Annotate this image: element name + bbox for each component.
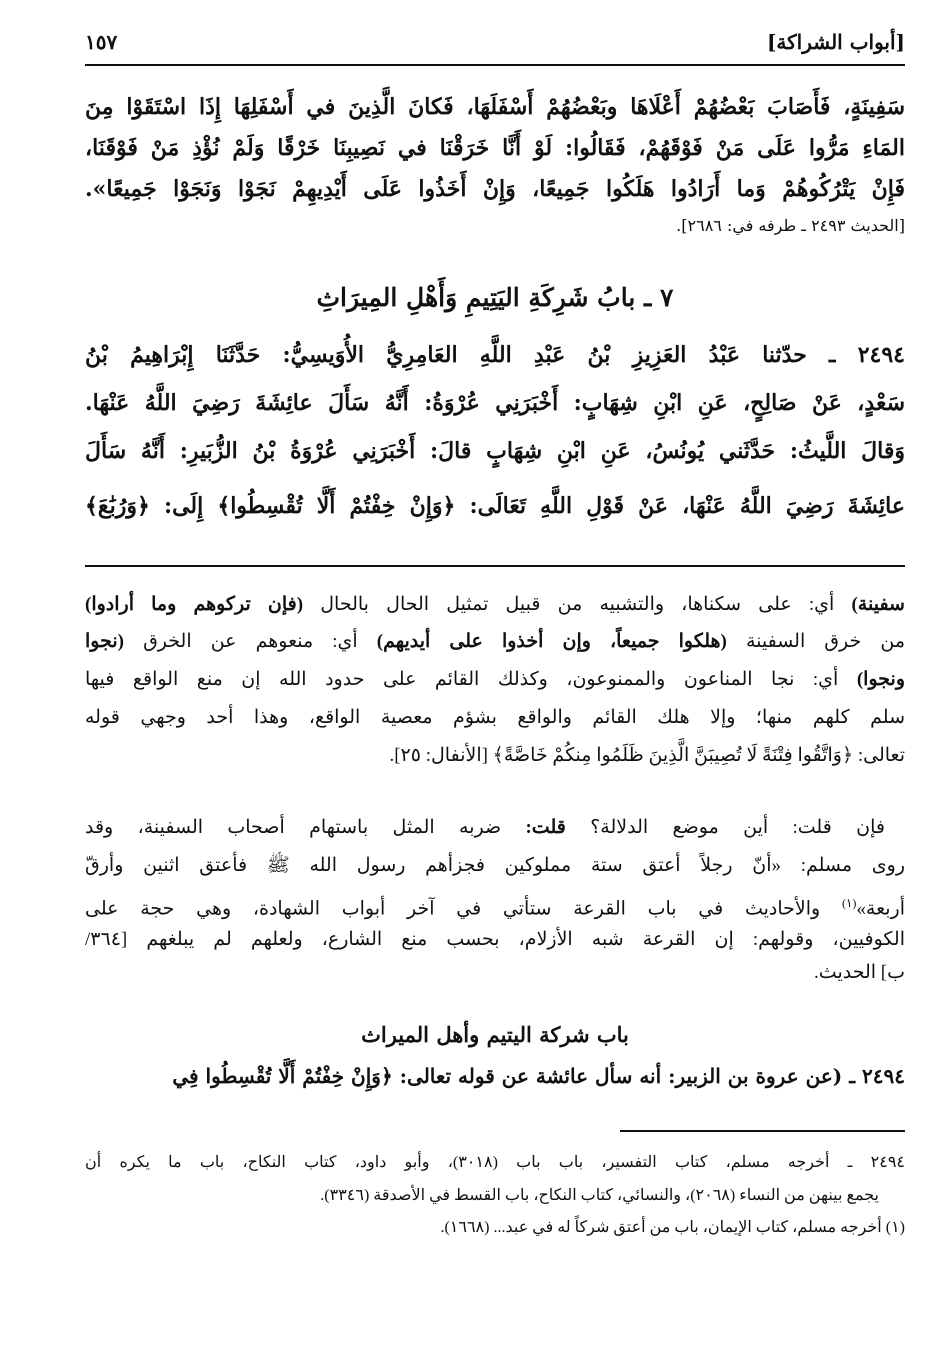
- section-rule: [85, 565, 905, 567]
- commentary-line: أربعة»$^{(١)}$ والأحاديث في باب القرعة ستأتي في آخر أبواب الشهادة، وهي حجة على: [85, 896, 905, 920]
- commentary-line: تعالى: ﴿وَاتَّقُوا فِتْنَةً لَا تُصِيبَنَّ الَّذِينَ ظَلَمُوا مِنكُمْ خَاصَّةً﴾ [الأنفال: ٢٥].: [389, 745, 905, 766]
- running-title: [أبواب الشراكة]: [766, 30, 905, 54]
- hadith-line: سَعْدٍ، عَنْ صَالِحٍ، عَنِ ابْنِ شِهَابٍ: أَخْبَرَنِي عُرْوَةُ: أَنَّهُ سَأَلَ عائِشَةَ رَضِيَ اللَّهُ عَنْهَا.: [85, 390, 905, 416]
- commentary-line: ونجوا) أي: نجا المناعون والممنوعون، وكذلك القائم على حدود الله إن منع الواقع فيها: [85, 669, 905, 690]
- commentary-line: سلم كلهم منها؛ وإلا هلك القائم والواقع بشؤم معصية الواقع، وهذا أحد وجهي قوله: [85, 707, 905, 728]
- hadith-line: وَقالَ اللَّيثُ: حَدَّثَني يُونُسُ، عَنِ ابْنِ شِهَابٍ قالَ: أَخْبَرَنِي عُرْوَةُ بْنُ الزُّبَيرِ: أَنَّهُ سَأَلَ: [85, 438, 905, 464]
- commentary-line: من خرق السفينة (هلكوا جميعاً، وإن أخذوا على أيديهم) أي: منعوهم عن الخرق (نجوا: [85, 631, 906, 652]
- header-rule: [85, 64, 905, 66]
- hadith-reference: [الحديث ٢٤٩٣ ـ طرفه في: ٢٦٨٦].: [676, 216, 905, 235]
- text-line: المَاءِ مَرُّوا عَلَى مَنْ فَوْقَهُمْ، فَقَالُوا: لَوْ أَنَّا خَرَقْنَا في نَصِيبِنَا خَرْقًا وَلَمْ نُؤْذِ مَنْ فَوْقَنَا،: [85, 135, 905, 161]
- footnote-line: ٢٤٩٤ ـ أخرجه مسلم، كتاب التفسير، باب باب (٣٠١٨)، وأبو داود، كتاب النكاح، باب ما يكره أن: [85, 1154, 905, 1171]
- commentary-hadith-line: ٢٤٩٤ ـ (عن عروة بن الزبير: أنه سأل عائشة عن قوله تعالى: ﴿وَإِنْ خِفْتُمْ أَلَّا تُقْسِطُوا فِي: [172, 1064, 905, 1088]
- page-number: ١٥٧: [85, 30, 118, 54]
- hadith-line: ٢٤٩٤ ـ حدّثنا عَبْدُ العَزِيزِ بْنُ عَبْدِ اللَّهِ العَامِرِيُّ الأُوَيسِيُّ: حَدَّثَنَا إِبْرَاهِيمُ بْنُ: [85, 342, 905, 368]
- chapter-title: ٧ ـ بابُ شَرِكَةِ اليَتِيمِ وَأَهْلِ المِيرَاثِ: [316, 283, 674, 312]
- commentary-line: روى مسلم: «أنّ رجلاً أعتق ستة مملوكين فجزأهم رسول الله ﷺ فأعتق اثنين وأرقّ: [85, 855, 905, 876]
- footnote-ref[interactable]: (١): [841, 896, 857, 910]
- hadith-line: عائِشَةَ رَضِيَ اللَّهُ عَنْهَا، عَنْ قَوْلِ اللَّهِ تَعَالَى: ﴿وَإِنْ خِفْتُمْ أَلَّا تُقْسِطُوا﴾ إِلَى: ﴿وَرُبَٰعَ﴾: [85, 493, 905, 519]
- commentary-line: فإن قلت: أين موضع الدلالة؟ قلت: ضربه المثل باستهام أصحاب السفينة، وقد: [85, 817, 885, 838]
- footnote-line: (١) أخرجه مسلم، كتاب الإيمان، باب من أعتق شركاً له في عبد... (١٦٦٨).: [440, 1219, 905, 1236]
- footnote-line: يجمع بينهن من النساء (٢٠٦٨)، والنسائي، كتاب النكاح، باب القسط في الأصدقة (٣٣٤٦).: [320, 1187, 879, 1204]
- commentary-line: ب] الحديث.: [814, 962, 905, 983]
- text-line: فَإِنْ يَتْرُكُوهُمْ وَما أَرَادُوا هَلَكُوا جَمِيعًا، وَإِنْ أَخَذُوا عَلَى أَيْدِيهِمْ نَجَوْا وَنَجَوْا جَمِيعًا».: [85, 176, 905, 202]
- commentary-line: سفينة) أي: على سكناها، والتشبيه من قبيل تمثيل الحال بالحال (فإن تركوهم وما أرادوا): [85, 594, 905, 615]
- commentary-heading: باب شركة اليتيم وأهل الميراث: [361, 1022, 629, 1047]
- footnote-rule: [620, 1130, 905, 1132]
- commentary-line: الكوفيين، وقولهم: إن القرعة شبه الأزلام، بحسب منع الشارع، ولعلهم لم يبلغهم [٣٦٤/: [85, 929, 905, 950]
- text-line: سَفِينَةٍ، فَأَصَابَ بَعْضُهُمْ أَعْلَاهَا وبَعْضُهُمْ أَسْفَلَهَا، فَكانَ الَّذِينَ في أَسْفَلِهَا إِذَا اسْتَقَوْا مِنَ: [85, 94, 905, 120]
